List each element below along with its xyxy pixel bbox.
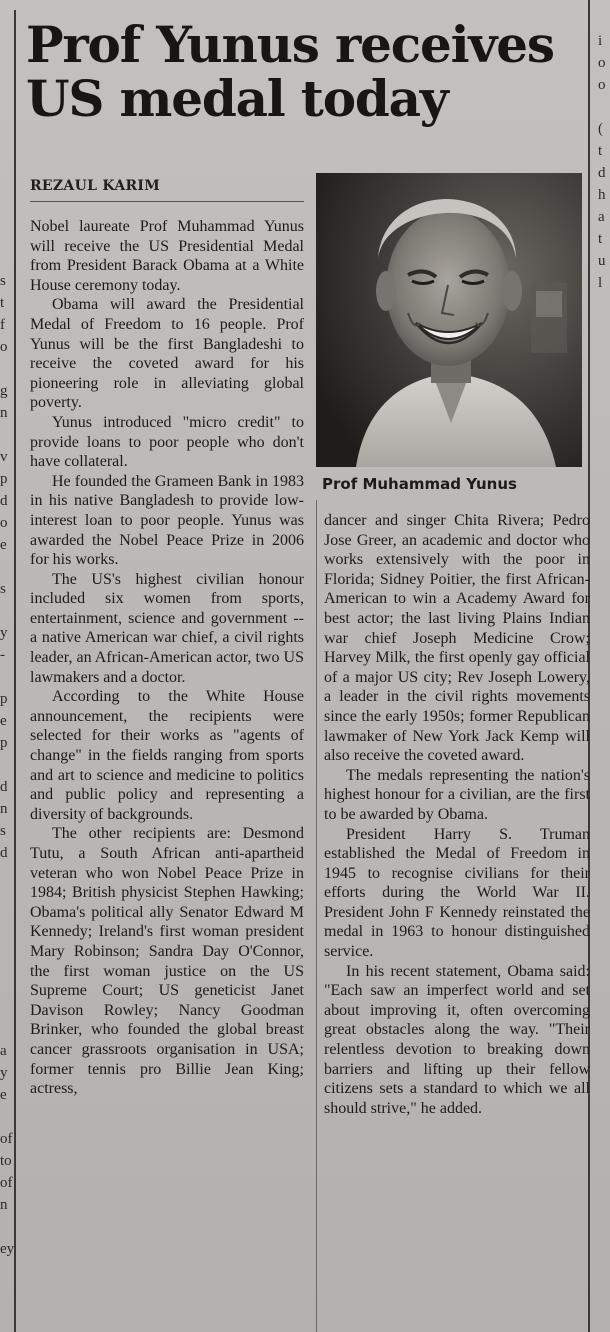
- photo-caption: Prof Muhammad Yunus: [322, 475, 517, 493]
- paragraph: In his recent statement, Obama said: "Each saw an imperfect world and set about improving it, often overcoming great obstacles along the way. "Their relentless devotion to breaking down barriers and lifting up their fellow citizens sets a standard to which we all should strive," he added.: [324, 962, 590, 1117]
- paragraph: The other recipients are: Desmond Tutu, a South African anti-apartheid veteran who won Nobel Peace Prize in 1984; British physicist Stephen Hawking; Obama's political ally Senator Edward M Kennedy; Ireland's first woman president Mary Robinson; Sandra Day O'Connor, the first woman justice on the US Supreme Court; US geneticist Janet Davison Rowley; Nancy Goodman Brinker, who founded the global breast cancer grassroots organisation in USA; former tennis pro Billie Jean King; actress,: [30, 825, 304, 1098]
- article-headline: [26, 15, 586, 128]
- article-column-2: [324, 511, 590, 1118]
- paragraph: The US's highest civilian honour included six women from sports, entertainment, science and government -- a native American war chief, a civil rights leader, an African-American actor, two US lawmakers and a doctor.: [30, 570, 304, 686]
- headline-line-1: Prof Yunus receives: [26, 15, 554, 74]
- byline: REZAUL KARIM: [30, 178, 161, 194]
- adjacent-column-fragment-left: s t f o g n v p d o e s y - p e p d n s d a y e of to of n ey: [0, 273, 15, 1257]
- paragraph: According to the White House announcement, the recipients were selected for their works as "agents of change" in the fields ranging from sports and art to science and medicine to politics and public policy and representing a diversity of backgrounds.: [30, 688, 304, 823]
- paragraph: Yunus introduced "micro credit" to provide loans to poor people who don't have collateral.: [30, 413, 304, 471]
- paragraph: dancer and singer Chita Rivera; Pedro Jose Greer, an academic and doctor who works extensively with the poor in Florida; Sidney Poitier, the first African-American to win a Academy Award for best actor; the last living Plains Indian war chief Joseph Medicine Crow; Harvey Milk, the first openly gay official of a major US city; Rev Joseph Lowery, a leader in the civil rights movements since the early 1950s; former Republican lawmaker of New York Jack Kemp will also receive the coveted award.: [324, 512, 590, 765]
- paragraph: Obama will award the Presidential Medal of Freedom to 16 people. Prof Yunus will be the first Bangladeshi to receive the coveted award for his pioneering role in alleviating global poverty.: [30, 296, 304, 412]
- article-column-1: [30, 217, 304, 1099]
- paragraph: Nobel laureate Prof Muhammad Yunus will receive the US Presidential Medal from President Barack Obama at a White House ceremony today.: [30, 218, 304, 294]
- column-rule-left: [14, 10, 16, 1332]
- paragraph: He founded the Grameen Bank in 1983 in his native Bangladesh to provide low-interest loan to poor people. Yunus was awarded the Nobel Peace Prize in 2006 for his works.: [30, 472, 304, 569]
- portrait-photo: [316, 173, 582, 467]
- column-rule-middle: [316, 500, 317, 1332]
- paragraph: President Harry S. Truman established the Medal of Freedom in 1945 to recognise civilians for their efforts during the World War II. President John F Kennedy reinstated the medal in 1963 to honour distinguished service.: [324, 825, 590, 961]
- byline-rule: [30, 201, 304, 202]
- portrait-illustration: [316, 173, 582, 467]
- headline-line-2: US medal today: [26, 69, 448, 128]
- adjacent-column-fragment-right: i o o ( t d h a t u l: [598, 33, 606, 291]
- paragraph: The medals representing the nation's highest honour for a civilian, are the first to be awarded by Obama.: [324, 766, 590, 823]
